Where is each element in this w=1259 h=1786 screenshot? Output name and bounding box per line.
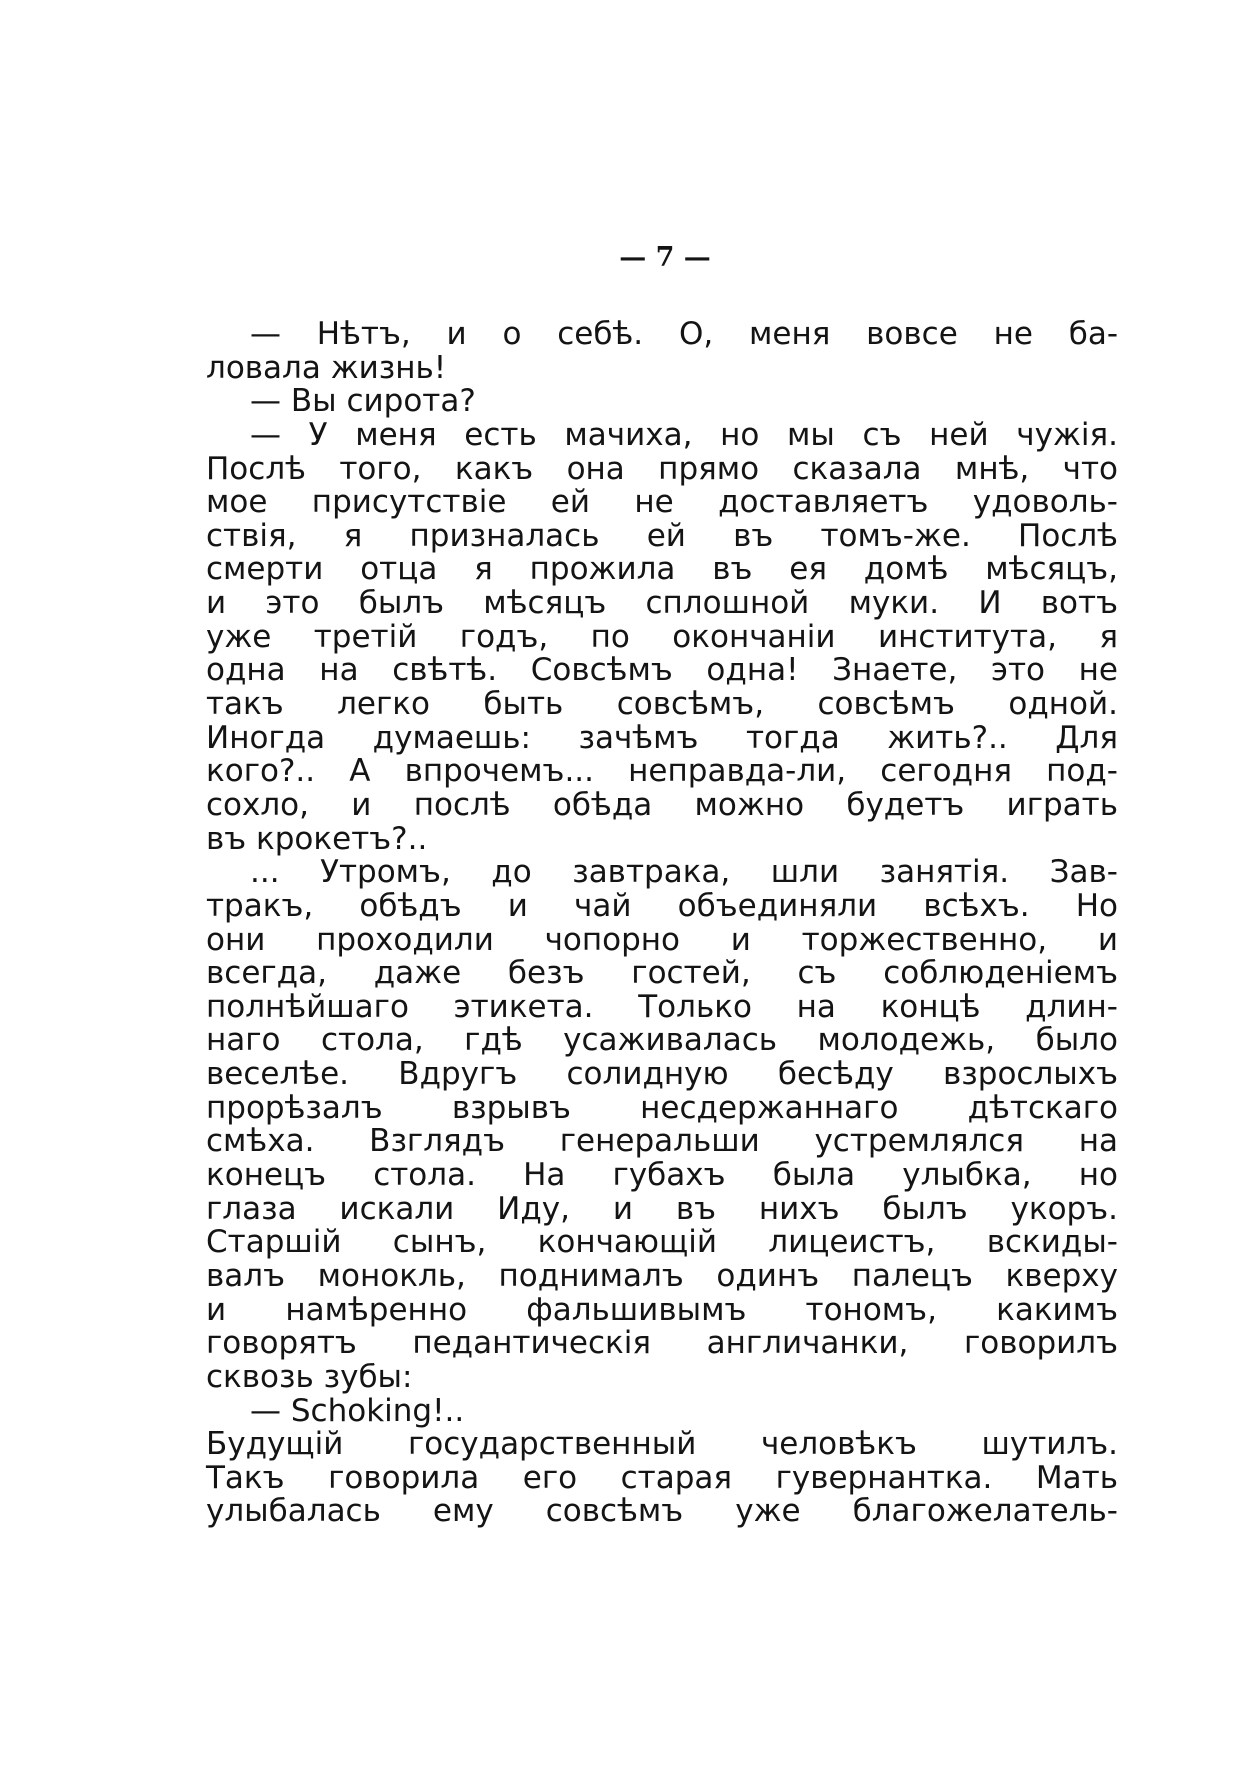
text-line: говорятъ педантическія англичанки, говорилъ xyxy=(206,1325,1118,1362)
text-line: и это былъ мѣсяцъ сплошной муки. И вотъ xyxy=(206,585,1118,622)
text-line: Старшій сынъ, кончающій лицеистъ, вскиды- xyxy=(206,1224,1118,1261)
text-line: въ крокетъ?.. xyxy=(206,820,428,857)
text-line: тракъ, обѣдъ и чай объединяли всѣхъ. Но xyxy=(206,887,1118,924)
text-line: ... Утромъ, до завтрака, шли занятія. Зав- xyxy=(250,854,1118,891)
text-line: улыбалась ему совсѣмъ уже благожелатель- xyxy=(206,1493,1118,1530)
text-line: прорѣзалъ взрывъ несдержаннаго дѣтскаго xyxy=(206,1089,1118,1126)
text-line: мое присутствіе ей не доставляетъ удоволь- xyxy=(206,484,1118,521)
text-line: ствія, я призналась ей въ томъ-же. Послѣ xyxy=(206,517,1118,554)
text-line: кого?.. А впрочемъ... неправда-ли, сегодня под- xyxy=(206,753,1118,790)
page-number: — 7 — xyxy=(619,242,711,273)
text-line: сохло, и послѣ обѣда можно будетъ играть xyxy=(206,786,1118,823)
text-line: — Schoking!.. xyxy=(250,1392,465,1429)
text-line: такъ легко быть совсѣмъ, совсѣмъ одной. xyxy=(206,686,1118,723)
text-line: Будущій государственный человѣкъ шутилъ. xyxy=(206,1426,1118,1463)
text-line: валъ монокль, поднималъ одинъ палецъ кверху xyxy=(206,1257,1118,1294)
text-line: и намѣренно фальшивымъ тономъ, какимъ xyxy=(206,1291,1118,1328)
text-line: полнѣйшаго этикета. Только на концѣ длин- xyxy=(206,988,1118,1025)
text-line: наго стола, гдѣ усаживалась молодежь, было xyxy=(206,1022,1118,1059)
text-line: — Нѣтъ, и о себѣ. О, меня вовсе не ба- xyxy=(250,316,1118,352)
text-line: одна на свѣтѣ. Совсѣмъ одна! Знаете, это не xyxy=(206,652,1118,689)
text-line: — У меня есть мачиха, но мы съ ней чужія. xyxy=(250,416,1118,453)
text-line: смерти отца я прожила въ ея домѣ мѣсяцъ, xyxy=(206,551,1118,588)
text-line: конецъ стола. На губахъ была улыбка, но xyxy=(206,1157,1118,1194)
text-line: Иногда думаешь: зачѣмъ тогда жить?.. Для xyxy=(206,719,1118,756)
text-line: — Вы сирота? xyxy=(250,383,476,420)
text-line: веселѣе. Вдругъ солидную бесѣду взрослыхъ xyxy=(206,1056,1118,1093)
text-line: ловала жизнь! xyxy=(206,349,447,386)
body-text xyxy=(206,318,1118,1529)
text-line: глаза искали Иду, и въ нихъ былъ укоръ. xyxy=(206,1190,1118,1227)
text-line: уже третій годъ, по окончаніи института, я xyxy=(206,618,1118,655)
text-line: Такъ говорила его старая гувернантка. Мать xyxy=(206,1459,1118,1496)
text-line: Послѣ того, какъ она прямо сказала мнѣ, что xyxy=(206,450,1118,487)
text-line: сквозь зубы: xyxy=(206,1358,413,1395)
text-line: всегда, даже безъ гостей, съ соблюденіемъ xyxy=(206,955,1118,992)
text-line: смѣха. Взглядъ генеральши устремлялся на xyxy=(206,1123,1118,1160)
text-line: они проходили чопорно и торжественно, и xyxy=(206,921,1118,958)
